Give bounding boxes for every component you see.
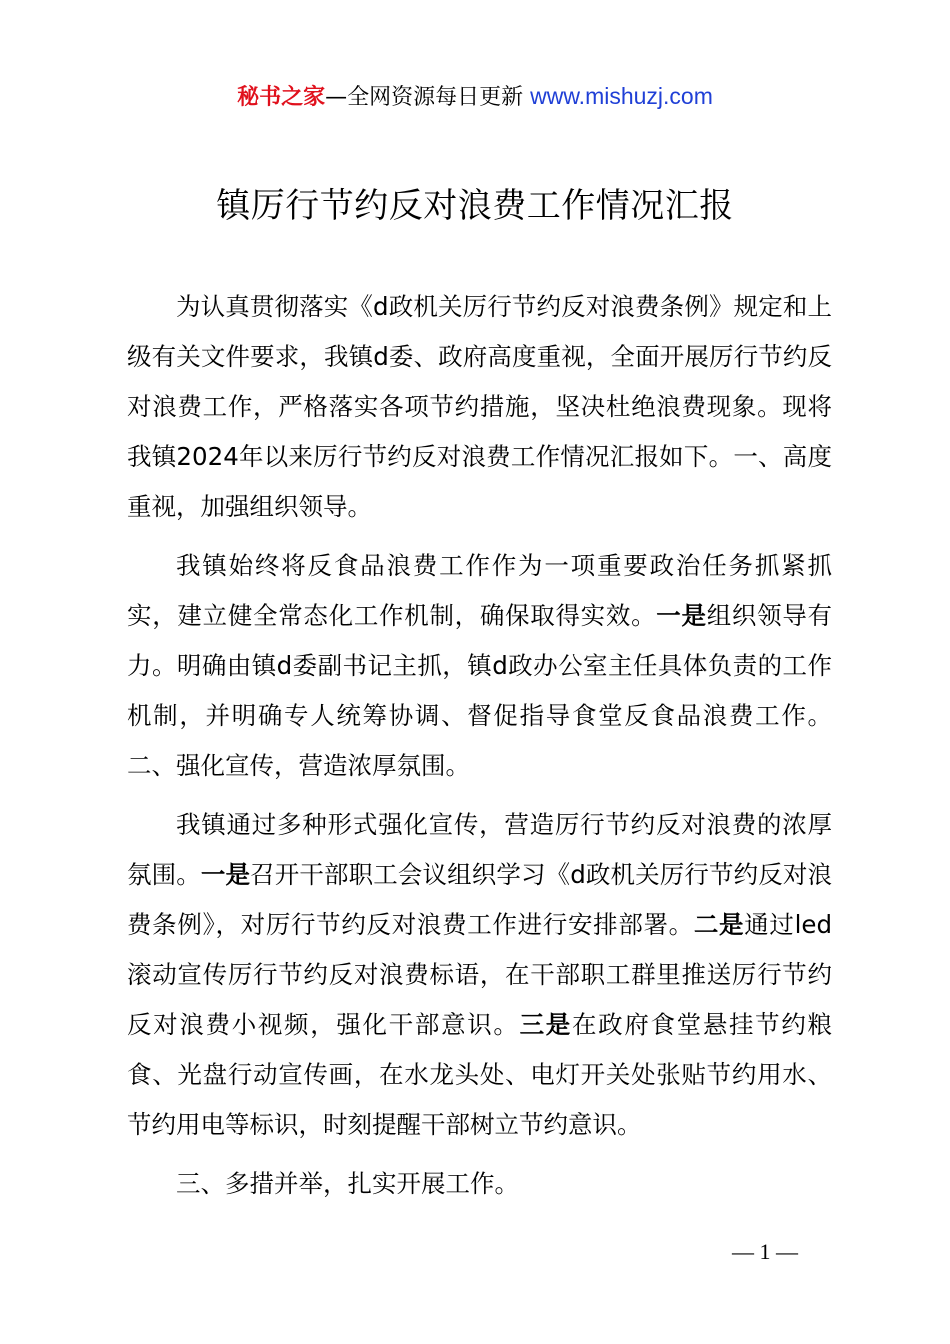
paragraph-intro: 为认真贯彻落实《d政机关厉行节约反对浪费条例》规定和上级有关文件要求，我镇d委、政府高度重视，全面开展厉行节约反对浪费工作，严格落实各项节约措施，坚决杜绝浪费现象。现将我镇2024年以来厉行节约反对浪费工作情况汇报如下。一、高度重视，加强组织领导。 — [127, 292, 832, 521]
bold-marker: 一是 — [200, 860, 251, 889]
document-title: 镇厉行节约反对浪费工作情况汇报 — [216, 186, 734, 226]
paragraph-text: 召开干部职工会议组织学习《d政机关厉行节约反对浪费条例》，对厉行节约反对浪费工作进行安排部署。 — [127, 860, 832, 939]
paragraph-publicity — [127, 800, 832, 1150]
paragraph-text: 在政府食堂悬挂节约粮食、光盘行动宣传画，在水龙头处、电灯开关处张贴节约用水、节约用电等标识，时刻提醒干部树立节约意识。 — [127, 1010, 833, 1139]
site-slogan: —全网资源每日更新 — [325, 85, 531, 110]
page-number: — 1 — — [732, 1239, 798, 1264]
section-heading-measures: 三、多措并举，扎实开展工作。 — [176, 1169, 519, 1198]
site-brand: 秘书之家 — [237, 85, 326, 110]
bold-marker: 三是 — [519, 1010, 572, 1039]
document-body — [127, 282, 832, 1209]
paragraph-text: 组织领导有力。明确由镇d委副书记主抓，镇d政办公室主任具体负责的工作机制，并明确专人统筹协调、督促指导食堂反食品浪费工作。二、强化宣传，营造浓厚氛围。 — [127, 601, 833, 780]
paragraph-text: 通过led滚动宣传厉行节约反对浪费标语，在干部职工群里推送厉行节约反对浪费小视频，强化干部意识。 — [127, 910, 833, 1039]
site-url-link[interactable]: www.mishuzj.com — [530, 83, 713, 109]
bold-marker: 二是 — [693, 910, 745, 939]
bold-marker: 一是 — [656, 601, 707, 630]
paragraph-organization — [127, 541, 832, 791]
paragraph-text: 我镇始终将反食品浪费工作作为一项重要政治任务抓紧抓实，建立健全常态化工作机制，确保取得实效。 — [127, 551, 832, 630]
site-header — [0, 80, 950, 114]
paragraph-text: 我镇通过多种形式强化宣传，营造厉行节约反对浪费的浓厚氛围。 — [127, 810, 832, 889]
